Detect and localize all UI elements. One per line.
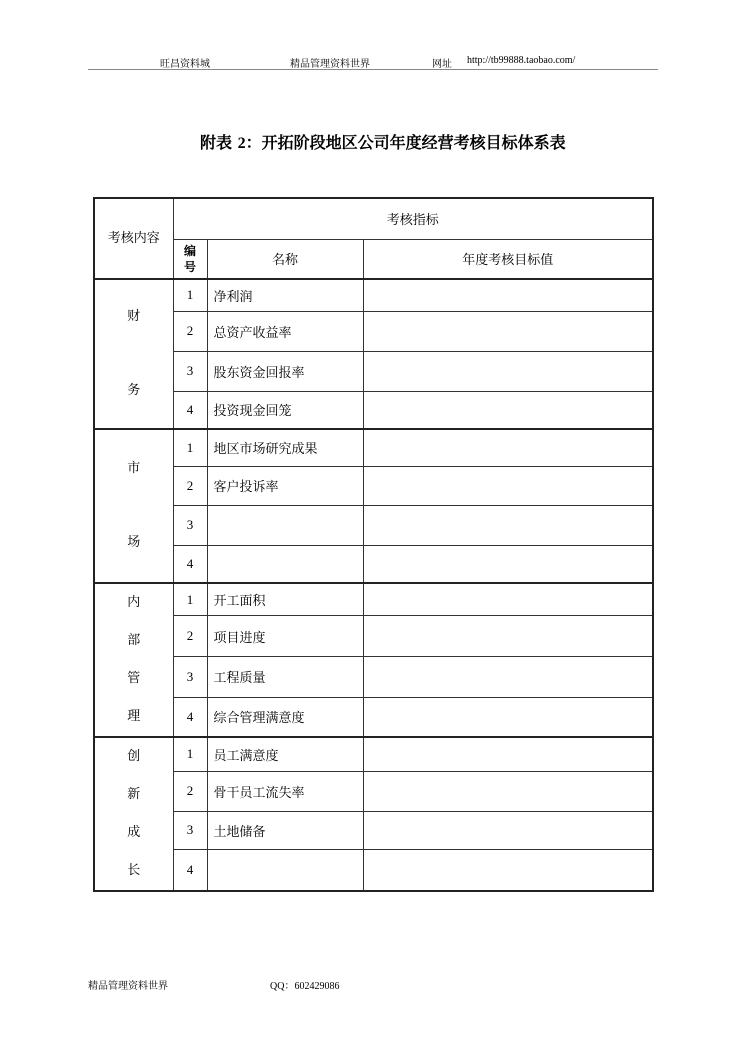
row-name: 综合管理满意度 <box>207 697 363 737</box>
table-row <box>94 616 653 657</box>
table-row <box>94 737 653 771</box>
category-char: 内 <box>127 595 141 610</box>
header-shop-name: 旺昌资料城 <box>160 59 210 70</box>
category-cell <box>94 429 173 583</box>
assessment-table <box>93 197 654 892</box>
category-char: 市 <box>127 461 141 476</box>
header-indicator-cell <box>173 198 653 239</box>
category-char: 管 <box>127 671 141 686</box>
row-name <box>207 849 363 891</box>
row-name: 工程质量 <box>207 656 363 697</box>
row-name: 骨干员工流失率 <box>207 771 363 811</box>
row-number: 4 <box>173 391 207 429</box>
row-target-input[interactable] <box>363 583 653 616</box>
category-char: 理 <box>127 709 141 724</box>
row-number: 4 <box>173 849 207 891</box>
row-number: 3 <box>173 656 207 697</box>
header-site-name: 精品管理资料世界 <box>290 59 370 70</box>
table-row <box>94 311 653 351</box>
category-char: 务 <box>127 383 141 398</box>
category-cell <box>94 737 173 891</box>
header-url-label: 网址 <box>432 59 452 70</box>
row-target-input[interactable] <box>363 429 653 466</box>
row-target-input[interactable] <box>363 545 653 583</box>
category-char: 场 <box>127 535 141 550</box>
row-name: 总资产收益率 <box>207 311 363 351</box>
table-row <box>94 771 653 811</box>
category-char: 新 <box>127 787 141 802</box>
table-row <box>94 697 653 737</box>
row-number: 1 <box>173 583 207 616</box>
table-row <box>94 466 653 505</box>
row-target-input[interactable] <box>363 849 653 891</box>
row-number: 3 <box>173 351 207 391</box>
row-name: 投资现金回笼 <box>207 391 363 429</box>
category-char: 成 <box>127 825 141 840</box>
table-row <box>94 583 653 616</box>
row-target-input[interactable] <box>363 311 653 351</box>
header-indicator-label: 考核指标 <box>386 213 439 229</box>
header-target-label: 年度考核目标值 <box>462 253 554 269</box>
row-target-input[interactable] <box>363 351 653 391</box>
row-target-input[interactable] <box>363 279 653 311</box>
header-divider <box>88 69 658 70</box>
row-target-input[interactable] <box>363 616 653 657</box>
header-number-cell <box>173 239 207 279</box>
category-cell <box>94 583 173 737</box>
title-number: 2 <box>237 135 246 152</box>
row-target-input[interactable] <box>363 391 653 429</box>
row-number: 4 <box>173 697 207 737</box>
row-number: 3 <box>173 505 207 545</box>
header-number-char: 号 <box>183 259 196 274</box>
header-number-label <box>174 243 207 275</box>
header-content-cell <box>94 198 173 279</box>
row-name: 土地储备 <box>207 811 363 849</box>
row-number: 4 <box>173 545 207 583</box>
row-name: 项目进度 <box>207 616 363 657</box>
row-name: 开工面积 <box>207 583 363 616</box>
title-prefix: 附表 <box>200 133 238 152</box>
table-row <box>94 849 653 891</box>
header-name-label: 名称 <box>271 253 298 269</box>
table-row <box>94 811 653 849</box>
row-number: 1 <box>173 737 207 771</box>
row-target-input[interactable] <box>363 697 653 737</box>
row-name: 员工满意度 <box>207 737 363 771</box>
row-name: 客户投诉率 <box>207 466 363 505</box>
row-number: 1 <box>173 429 207 466</box>
row-number: 2 <box>173 771 207 811</box>
header-target-cell <box>363 239 653 279</box>
table-row <box>94 656 653 697</box>
row-name: 股东资金回报率 <box>207 351 363 391</box>
row-number: 3 <box>173 811 207 849</box>
table-row <box>94 545 653 583</box>
table-row <box>94 429 653 466</box>
category-cell <box>94 279 173 429</box>
row-target-input[interactable] <box>363 656 653 697</box>
row-number: 2 <box>173 311 207 351</box>
row-target-input[interactable] <box>363 737 653 771</box>
category-char: 财 <box>127 309 141 324</box>
category-char: 长 <box>127 863 141 878</box>
footer-qq: QQ：602429086 <box>270 981 340 992</box>
row-name: 地区市场研究成果 <box>207 429 363 466</box>
row-target-input[interactable] <box>363 771 653 811</box>
category-char: 创 <box>127 749 141 764</box>
row-target-input[interactable] <box>363 466 653 505</box>
page-title <box>200 130 630 153</box>
table-row <box>94 279 653 311</box>
title-text: ：开拓阶段地区公司年度经营考核目标体系表 <box>245 133 566 152</box>
row-target-input[interactable] <box>363 811 653 849</box>
row-name <box>207 545 363 583</box>
row-name: 净利润 <box>207 279 363 311</box>
table-row <box>94 391 653 429</box>
header-content-label: 考核内容 <box>107 230 160 246</box>
table-row <box>94 505 653 545</box>
header-url[interactable]: http://tb99888.taobao.com/ <box>467 55 576 66</box>
category-char: 部 <box>127 633 141 648</box>
row-target-input[interactable] <box>363 505 653 545</box>
table-row <box>94 351 653 391</box>
row-name <box>207 505 363 545</box>
row-number: 2 <box>173 466 207 505</box>
header-name-cell <box>207 239 363 279</box>
header-number-char: 编 <box>183 243 196 258</box>
row-number: 1 <box>173 279 207 311</box>
footer-site-name: 精品管理资料世界 <box>88 981 168 992</box>
row-number: 2 <box>173 616 207 657</box>
